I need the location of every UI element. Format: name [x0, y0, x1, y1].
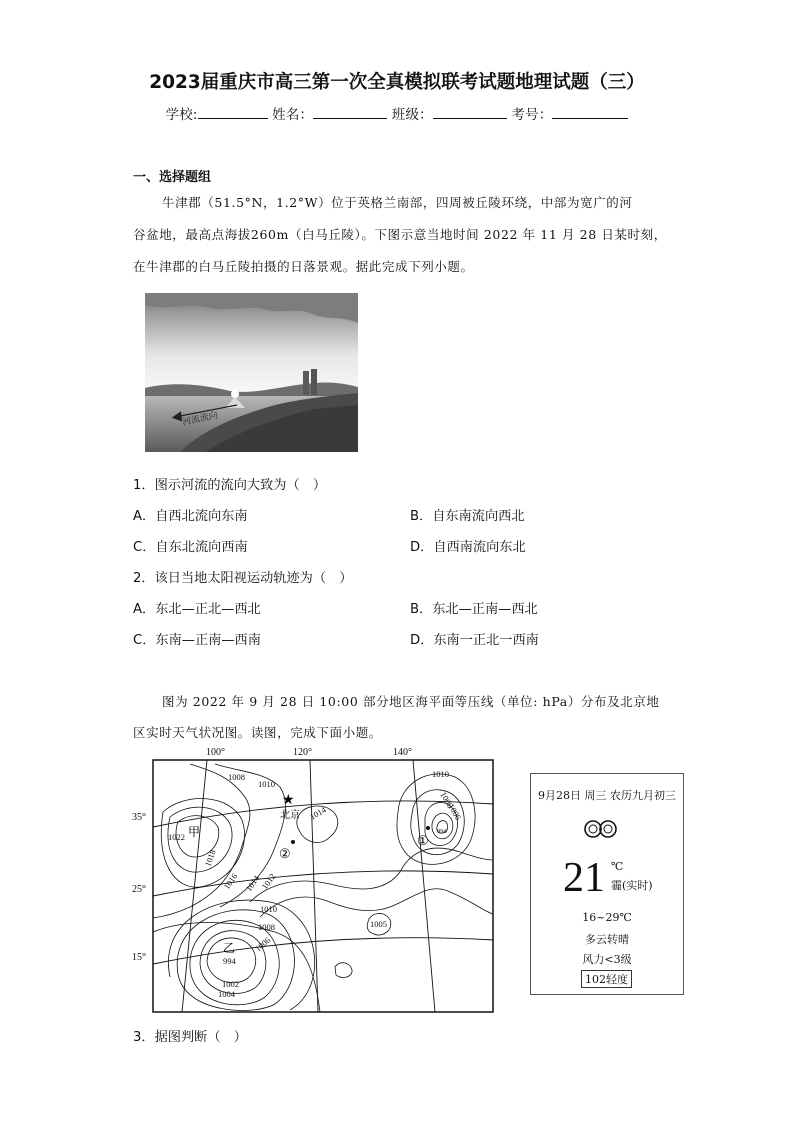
- q2-stem: 2．该日当地太阳视运动轨迹为（ ）: [133, 571, 353, 586]
- svg-text:1002: 1002: [222, 979, 239, 989]
- lat-label-25: 25°: [132, 884, 146, 895]
- q1-option-d[interactable]: D．自西南流向东北: [410, 540, 526, 555]
- q1-option-c[interactable]: C．自东北流向西南: [133, 540, 248, 555]
- school-blank[interactable]: [198, 106, 268, 119]
- svg-text:1005: 1005: [370, 919, 387, 929]
- id-label: 考号：: [511, 107, 553, 123]
- svg-text:1014: 1014: [308, 804, 328, 822]
- svg-text:1018: 1018: [202, 848, 218, 868]
- svg-text:1010: 1010: [260, 904, 277, 914]
- q2-option-b[interactable]: B．东北—正南—西北: [410, 602, 538, 617]
- site-1: ①: [417, 833, 429, 848]
- tower-left: [303, 371, 309, 395]
- q1-option-a[interactable]: A．自西北流向东南: [133, 509, 248, 524]
- school-label: 学校:: [165, 107, 198, 123]
- svg-text:1014: 1014: [243, 873, 262, 894]
- weather-unit: ℃: [611, 860, 624, 873]
- svg-text:1006: 1006: [446, 802, 464, 822]
- svg-text:1006: 1006: [252, 934, 273, 954]
- svg-text:994: 994: [437, 828, 447, 835]
- weather-range: 16~29℃: [582, 911, 632, 924]
- svg-text:1004: 1004: [218, 989, 235, 999]
- beijing-star-icon: ★: [282, 793, 295, 808]
- svg-text:1012: 1012: [259, 871, 278, 892]
- beijing-label: 北京: [280, 810, 300, 821]
- name-blank[interactable]: [313, 106, 387, 119]
- svg-text:994: 994: [223, 956, 236, 966]
- intro-line-3: 在牛津郡的白马丘陵拍摄的日落景观。据此完成下列小题。: [133, 259, 474, 274]
- student-info-line: [0, 103, 794, 123]
- page-title: 2023届重庆市高三第一次全真模拟联考试题地理试题（三）: [149, 72, 645, 93]
- svg-text:1006: 1006: [438, 790, 456, 810]
- class-blank[interactable]: [433, 106, 507, 119]
- map-intro-line-1: 图为 2022 年 9 月 28 日 10:00 部分地区海平面等压线（单位: hPa）分布及北京地: [162, 694, 660, 709]
- tower-right: [311, 369, 317, 395]
- weather-date: 9月28日 周三 农历九月初三: [538, 789, 676, 802]
- aqi-badge: 102轻度: [581, 970, 632, 988]
- weather-temp: 21: [563, 855, 605, 901]
- intro-line-1: 牛津郡（51.5°N，1.2°W）位于英格兰南部，四周被丘陵环绕，中部为宽广的河: [162, 195, 633, 210]
- q2-option-a[interactable]: A．东北—正北—西北: [133, 602, 261, 617]
- lon-label-100: 100°: [206, 747, 225, 758]
- weather-observed: 霾(实时): [611, 879, 653, 892]
- sunset-photo: [145, 293, 358, 452]
- q2-option-c[interactable]: C．东南—正南—西南: [133, 633, 261, 648]
- svg-text:1008: 1008: [228, 772, 245, 782]
- setting-sun: [231, 390, 239, 398]
- site-yi: 乙: [223, 941, 236, 955]
- isobar-labels: [168, 769, 463, 999]
- svg-text:1010: 1010: [432, 769, 449, 779]
- id-blank[interactable]: [552, 106, 628, 119]
- haze-icon: [581, 818, 621, 840]
- svg-text:1016: 1016: [221, 871, 240, 892]
- weather-condition: 多云转晴: [585, 933, 629, 946]
- name-label: 姓名：: [272, 107, 314, 123]
- intro-line-2: 谷盆地，最高点海拔260m（白马丘陵）。下图示意当地时间 2022 年 11 月 28 日某时刻，: [133, 227, 667, 242]
- svg-text:1022: 1022: [168, 832, 185, 842]
- q1-option-b[interactable]: B．自东南流向西北: [410, 509, 525, 524]
- svg-text:1008: 1008: [258, 922, 275, 932]
- weather-card: [530, 773, 684, 995]
- site-2: ②: [279, 846, 291, 861]
- q3-stem: 3．据图判断（ ）: [133, 1030, 247, 1045]
- class-label: 班级：: [391, 107, 433, 123]
- lon-label-140: 140°: [393, 747, 412, 758]
- lat-label-35: 35°: [132, 812, 146, 823]
- isobar-map: [130, 742, 495, 1016]
- q2-option-d[interactable]: D．东南一正北一西南: [410, 633, 539, 648]
- site-jia: 甲: [188, 825, 201, 839]
- svg-text:1010: 1010: [258, 779, 275, 789]
- weather-wind: 风力<3级: [582, 953, 632, 966]
- q1-stem: 1．图示河流的流向大致为（ ）: [133, 478, 327, 493]
- photo-label: 河流流向: [181, 409, 219, 427]
- lat-label-15: 15°: [132, 952, 146, 963]
- map-intro-line-2: 区实时天气状况图。读图，完成下面小题。: [133, 725, 382, 740]
- section-heading: 一、选择题组: [133, 170, 212, 185]
- lon-label-120: 120°: [293, 747, 312, 758]
